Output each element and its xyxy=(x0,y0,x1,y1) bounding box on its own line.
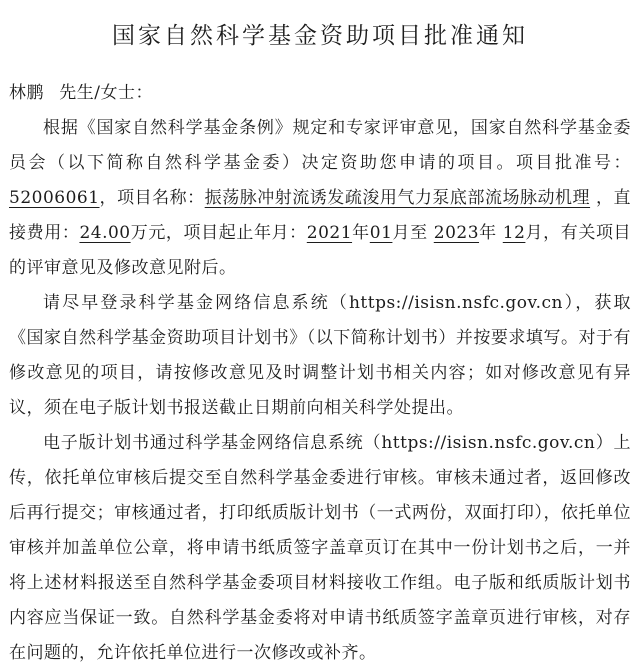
end-month: 12 xyxy=(502,223,526,243)
document-title: 国家自然科学基金资助项目批准通知 xyxy=(112,23,528,49)
grant-approval-paragraph xyxy=(9,111,631,286)
text-segment: 请尽早登录科学基金网络信息系统（https://isisn.nsfc.gov.cn），获取《国家自然科学基金资助项目计划书》（以下简称计划书）并按要求填写。对于有修改意见的项目，请按修改意见及时调整计划书相关内容；如对修改意见有异议，须在电子版计划书报送截止日期前向相关科学处提出。 xyxy=(9,293,631,418)
project-title: 振荡脉冲射流诱发疏浚用气力泵底部流场脉动机理 xyxy=(204,188,591,208)
salutation: 先生/女士： xyxy=(59,83,154,103)
plan-book-download-paragraph xyxy=(9,286,631,426)
recipient-name: 林鹏 xyxy=(9,83,44,103)
start-month: 01 xyxy=(369,223,393,243)
text-segment: ，直接费用： xyxy=(9,188,632,243)
text-segment: 万元，项目起止年月： xyxy=(130,223,307,243)
approval-number: 52006061 xyxy=(9,188,100,208)
text-segment: 年 xyxy=(479,223,503,243)
document-content xyxy=(9,76,631,671)
text-segment: 月，有关项目的评审意见及修改意见附后。 xyxy=(9,223,632,278)
direct-cost: 24.00 xyxy=(79,223,131,243)
greeting-line xyxy=(9,76,631,111)
end-year: 2023 xyxy=(433,223,480,243)
start-year: 2021 xyxy=(306,223,353,243)
text-segment: 根据《国家自然科学基金条例》规定和专家评审意见，国家自然科学基金委员会（以下简称自然科学基金委）决定资助您申请的项目。项目批准号： xyxy=(9,118,631,173)
text-segment: 电子版计划书通过科学基金网络信息系统（https://isisn.nsfc.gov.cn）上传，依托单位审核后提交至自然科学基金委进行审核。审核未通过者，返回修改后再行提交；审核通过者，打印纸质版计划书（一式两份，双面打印），依托单位审核并加盖单位公章，将申请书纸质签字盖章页订在其中一份计划书之后，一并将上述材料报送至自然科学基金委项目材料接收工作组。电子版和纸质版计划书内容应当保证一致。自然科学基金委将对申请书纸质签字盖章页进行审核，对存在问题的，允许依托单位进行一次修改或补齐。 xyxy=(9,433,631,663)
submission-instructions-paragraph xyxy=(9,426,631,671)
text-segment: ，项目名称： xyxy=(99,188,205,208)
text-segment: 年 xyxy=(352,223,370,243)
text-segment: 月至 xyxy=(392,223,434,243)
document-body xyxy=(9,111,631,671)
